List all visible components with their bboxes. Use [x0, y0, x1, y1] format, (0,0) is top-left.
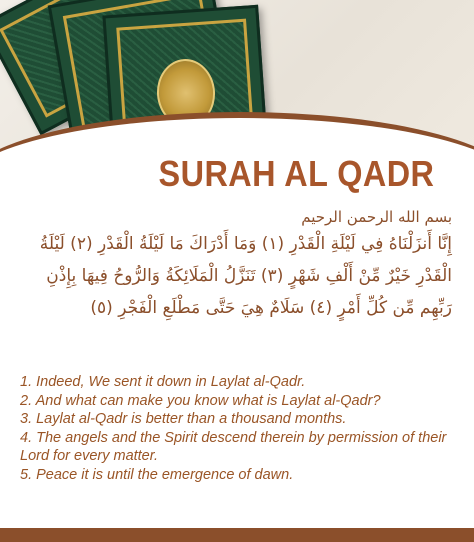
page-title: SURAH AL QADR [158, 153, 435, 194]
arabic-verses: إِنَّا أَنزَلْنَاهُ فِي لَيْلَةِ الْقَدْرِ (١) وَمَا أَدْرَاكَ مَا لَيْلَةُ الْقَدْرِ (٢) لَيْلَةُ الْقَدْرِ خَيْرٌ مِّنْ أَلْفِ شَهْرٍ (٣) تَنَزَّلُ الْمَلَائِكَةُ وَالرُّوحُ فِيهَا بِإِذْنِ رَبِّهِم مِّن كُلِّ أَمْرٍ (٤) سَلَامٌ هِيَ حَتَّى مَطْلَعِ الْفَجْرِ (٥) [39, 234, 452, 318]
translation-verse-2: 2. And what can make you know what is Laylat al-Qadr? [20, 392, 381, 409]
arabic-text [20, 206, 452, 324]
bismillah: بسم الله الرحمن الرحيم [301, 208, 452, 226]
english-translation [20, 373, 464, 485]
translation-verse-5: 5. Peace it is until the emergence of dawn. [20, 466, 294, 483]
translation-verse-1: 1. Indeed, We sent it down in Laylat al-Qadr. [20, 374, 306, 390]
translation-verse-4: 4. The angels and the Spirit descend therein by permission of their Lord for every matter. [20, 429, 447, 465]
translation-verse-3: 3. Laylat al-Qadr is better than a thousand months. [20, 411, 347, 428]
bottom-bar [0, 528, 474, 542]
